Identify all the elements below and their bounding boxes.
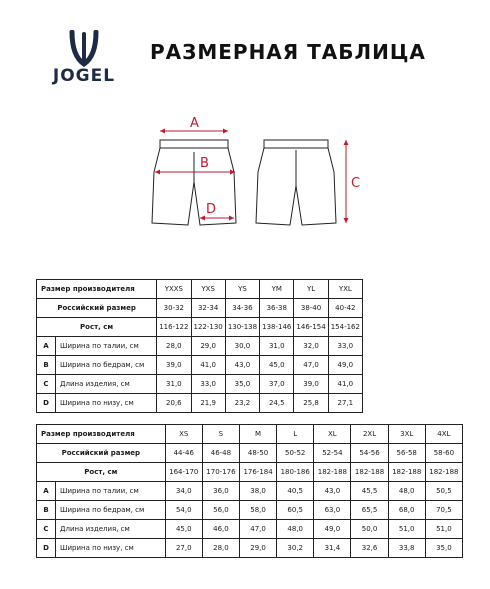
value-cell: 41,0 (191, 356, 225, 375)
size-cell: XS (165, 425, 202, 444)
size-cell: YL (294, 280, 328, 299)
value-cell: 51,0 (388, 520, 425, 539)
value-cell: 50,5 (425, 482, 462, 501)
height-cell: 170-176 (202, 463, 239, 482)
value-cell: 30,0 (225, 337, 259, 356)
height-cell: 182-188 (388, 463, 425, 482)
row-label: Длина изделия, см (56, 375, 157, 394)
label-b: B (200, 156, 209, 171)
front-shorts-outline (152, 140, 236, 225)
row-label: Ширина по бедрам, см (56, 501, 166, 520)
height-cell: 182-188 (425, 463, 462, 482)
row-letter: D (37, 394, 56, 413)
label-a: A (190, 116, 199, 131)
row-letter: A (37, 482, 56, 501)
value-cell: 27,1 (328, 394, 362, 413)
value-cell: 35,0 (225, 375, 259, 394)
value-cell: 40,5 (277, 482, 314, 501)
row-letter: A (37, 337, 56, 356)
value-cell: 35,0 (425, 539, 462, 558)
ru-size-cell: 58-60 (425, 444, 462, 463)
table-row (37, 318, 363, 337)
value-cell: 58,0 (239, 501, 276, 520)
size-cell: YXL (328, 280, 362, 299)
size-table-kids (36, 279, 363, 413)
back-shorts-outline (256, 140, 336, 225)
height-cell: 182-188 (351, 463, 388, 482)
ru-size-cell: 46-48 (202, 444, 239, 463)
value-cell: 68,0 (388, 501, 425, 520)
row-letter: C (37, 375, 56, 394)
value-cell: 39,0 (294, 375, 328, 394)
ru-size-cell: 54-56 (351, 444, 388, 463)
row-letter: B (37, 356, 56, 375)
value-cell: 47,0 (239, 520, 276, 539)
table-row (37, 482, 463, 501)
size-cell: S (202, 425, 239, 444)
row-label: Ширина по низу, см (56, 394, 157, 413)
value-cell: 56,0 (202, 501, 239, 520)
value-cell: 49,0 (328, 356, 362, 375)
ru-size-cell: 36-38 (260, 299, 294, 318)
row-label: Ширина по талии, см (56, 482, 166, 501)
height-cell: 154-162 (328, 318, 362, 337)
ru-size-cell: 56-58 (388, 444, 425, 463)
row-label: Длина изделия, см (56, 520, 166, 539)
label-c: C (351, 176, 361, 191)
value-cell: 21,9 (191, 394, 225, 413)
ru-size-cell: 32-34 (191, 299, 225, 318)
table-row (37, 375, 363, 394)
size-cell: 3XL (388, 425, 425, 444)
value-cell: 63,0 (314, 501, 351, 520)
value-cell: 51,0 (425, 520, 462, 539)
value-cell: 43,0 (225, 356, 259, 375)
value-cell: 32,6 (351, 539, 388, 558)
label-d: D (206, 202, 217, 217)
height-cell: 122-130 (191, 318, 225, 337)
value-cell: 32,0 (294, 337, 328, 356)
table-row (37, 337, 363, 356)
value-cell: 31,0 (157, 375, 191, 394)
ru-size-label: Российский размер (37, 444, 166, 463)
value-cell: 54,0 (165, 501, 202, 520)
height-label: Рост, см (37, 318, 157, 337)
value-cell: 30,2 (277, 539, 314, 558)
value-cell: 49,0 (314, 520, 351, 539)
value-cell: 28,0 (202, 539, 239, 558)
value-cell: 31,0 (260, 337, 294, 356)
value-cell: 33,8 (388, 539, 425, 558)
value-cell: 45,5 (351, 482, 388, 501)
size-cell: YXXS (157, 280, 191, 299)
value-cell: 33,0 (328, 337, 362, 356)
size-cell: M (239, 425, 276, 444)
height-cell: 164-170 (165, 463, 202, 482)
value-cell: 33,0 (191, 375, 225, 394)
size-table-adults (36, 424, 463, 558)
header-label: Размер производителя (37, 425, 166, 444)
value-cell: 47,0 (294, 356, 328, 375)
size-cell: YS (225, 280, 259, 299)
value-cell: 29,0 (191, 337, 225, 356)
page-title: РАЗМЕРНАЯ ТАБЛИЦА (150, 40, 426, 64)
ru-size-cell: 52-54 (314, 444, 351, 463)
value-cell: 23,2 (225, 394, 259, 413)
value-cell: 27,0 (165, 539, 202, 558)
value-cell: 45,0 (260, 356, 294, 375)
value-cell: 41,0 (328, 375, 362, 394)
ru-size-cell: 48-50 (239, 444, 276, 463)
table-row (37, 299, 363, 318)
row-label: Ширина по талии, см (56, 337, 157, 356)
value-cell: 70,5 (425, 501, 462, 520)
value-cell: 38,0 (239, 482, 276, 501)
row-label: Ширина по бедрам, см (56, 356, 157, 375)
height-cell: 180-186 (277, 463, 314, 482)
table-row (37, 425, 463, 444)
value-cell: 46,0 (202, 520, 239, 539)
value-cell: 36,0 (202, 482, 239, 501)
table-row (37, 394, 363, 413)
height-cell: 146-154 (294, 318, 328, 337)
value-cell: 43,0 (314, 482, 351, 501)
value-cell: 20,6 (157, 394, 191, 413)
table-row (37, 539, 463, 558)
ru-size-cell: 44-46 (165, 444, 202, 463)
height-cell: 130-138 (225, 318, 259, 337)
value-cell: 50,0 (351, 520, 388, 539)
value-cell: 24,5 (260, 394, 294, 413)
brand-name: JOGEL (52, 66, 116, 86)
value-cell: 39,0 (157, 356, 191, 375)
value-cell: 29,0 (239, 539, 276, 558)
size-cell: XL (314, 425, 351, 444)
table-row (37, 280, 363, 299)
shorts-diagram (140, 110, 370, 235)
height-cell: 138-146 (260, 318, 294, 337)
value-cell: 45,0 (165, 520, 202, 539)
table-row (37, 520, 463, 539)
value-cell: 60,5 (277, 501, 314, 520)
row-label: Ширина по низу, см (56, 539, 166, 558)
ru-size-cell: 34-36 (225, 299, 259, 318)
ru-size-cell: 50-52 (277, 444, 314, 463)
height-cell: 116-122 (157, 318, 191, 337)
table-row (37, 356, 363, 375)
value-cell: 37,0 (260, 375, 294, 394)
height-label: Рост, см (37, 463, 166, 482)
size-cell: 4XL (425, 425, 462, 444)
size-cell: L (277, 425, 314, 444)
value-cell: 34,0 (165, 482, 202, 501)
ru-size-cell: 38-40 (294, 299, 328, 318)
value-cell: 25,8 (294, 394, 328, 413)
header-label: Размер производителя (37, 280, 157, 299)
value-cell: 48,0 (388, 482, 425, 501)
ru-size-label: Российский размер (37, 299, 157, 318)
ru-size-cell: 30-32 (157, 299, 191, 318)
height-cell: 176-184 (239, 463, 276, 482)
table-row (37, 444, 463, 463)
value-cell: 31,4 (314, 539, 351, 558)
value-cell: 65,5 (351, 501, 388, 520)
height-cell: 182-188 (314, 463, 351, 482)
size-cell: YM (260, 280, 294, 299)
ru-size-cell: 40-42 (328, 299, 362, 318)
table-row (37, 501, 463, 520)
row-letter: B (37, 501, 56, 520)
row-letter: D (37, 539, 56, 558)
value-cell: 48,0 (277, 520, 314, 539)
value-cell: 28,0 (157, 337, 191, 356)
size-cell: 2XL (351, 425, 388, 444)
table-row (37, 463, 463, 482)
size-cell: YXS (191, 280, 225, 299)
row-letter: C (37, 520, 56, 539)
